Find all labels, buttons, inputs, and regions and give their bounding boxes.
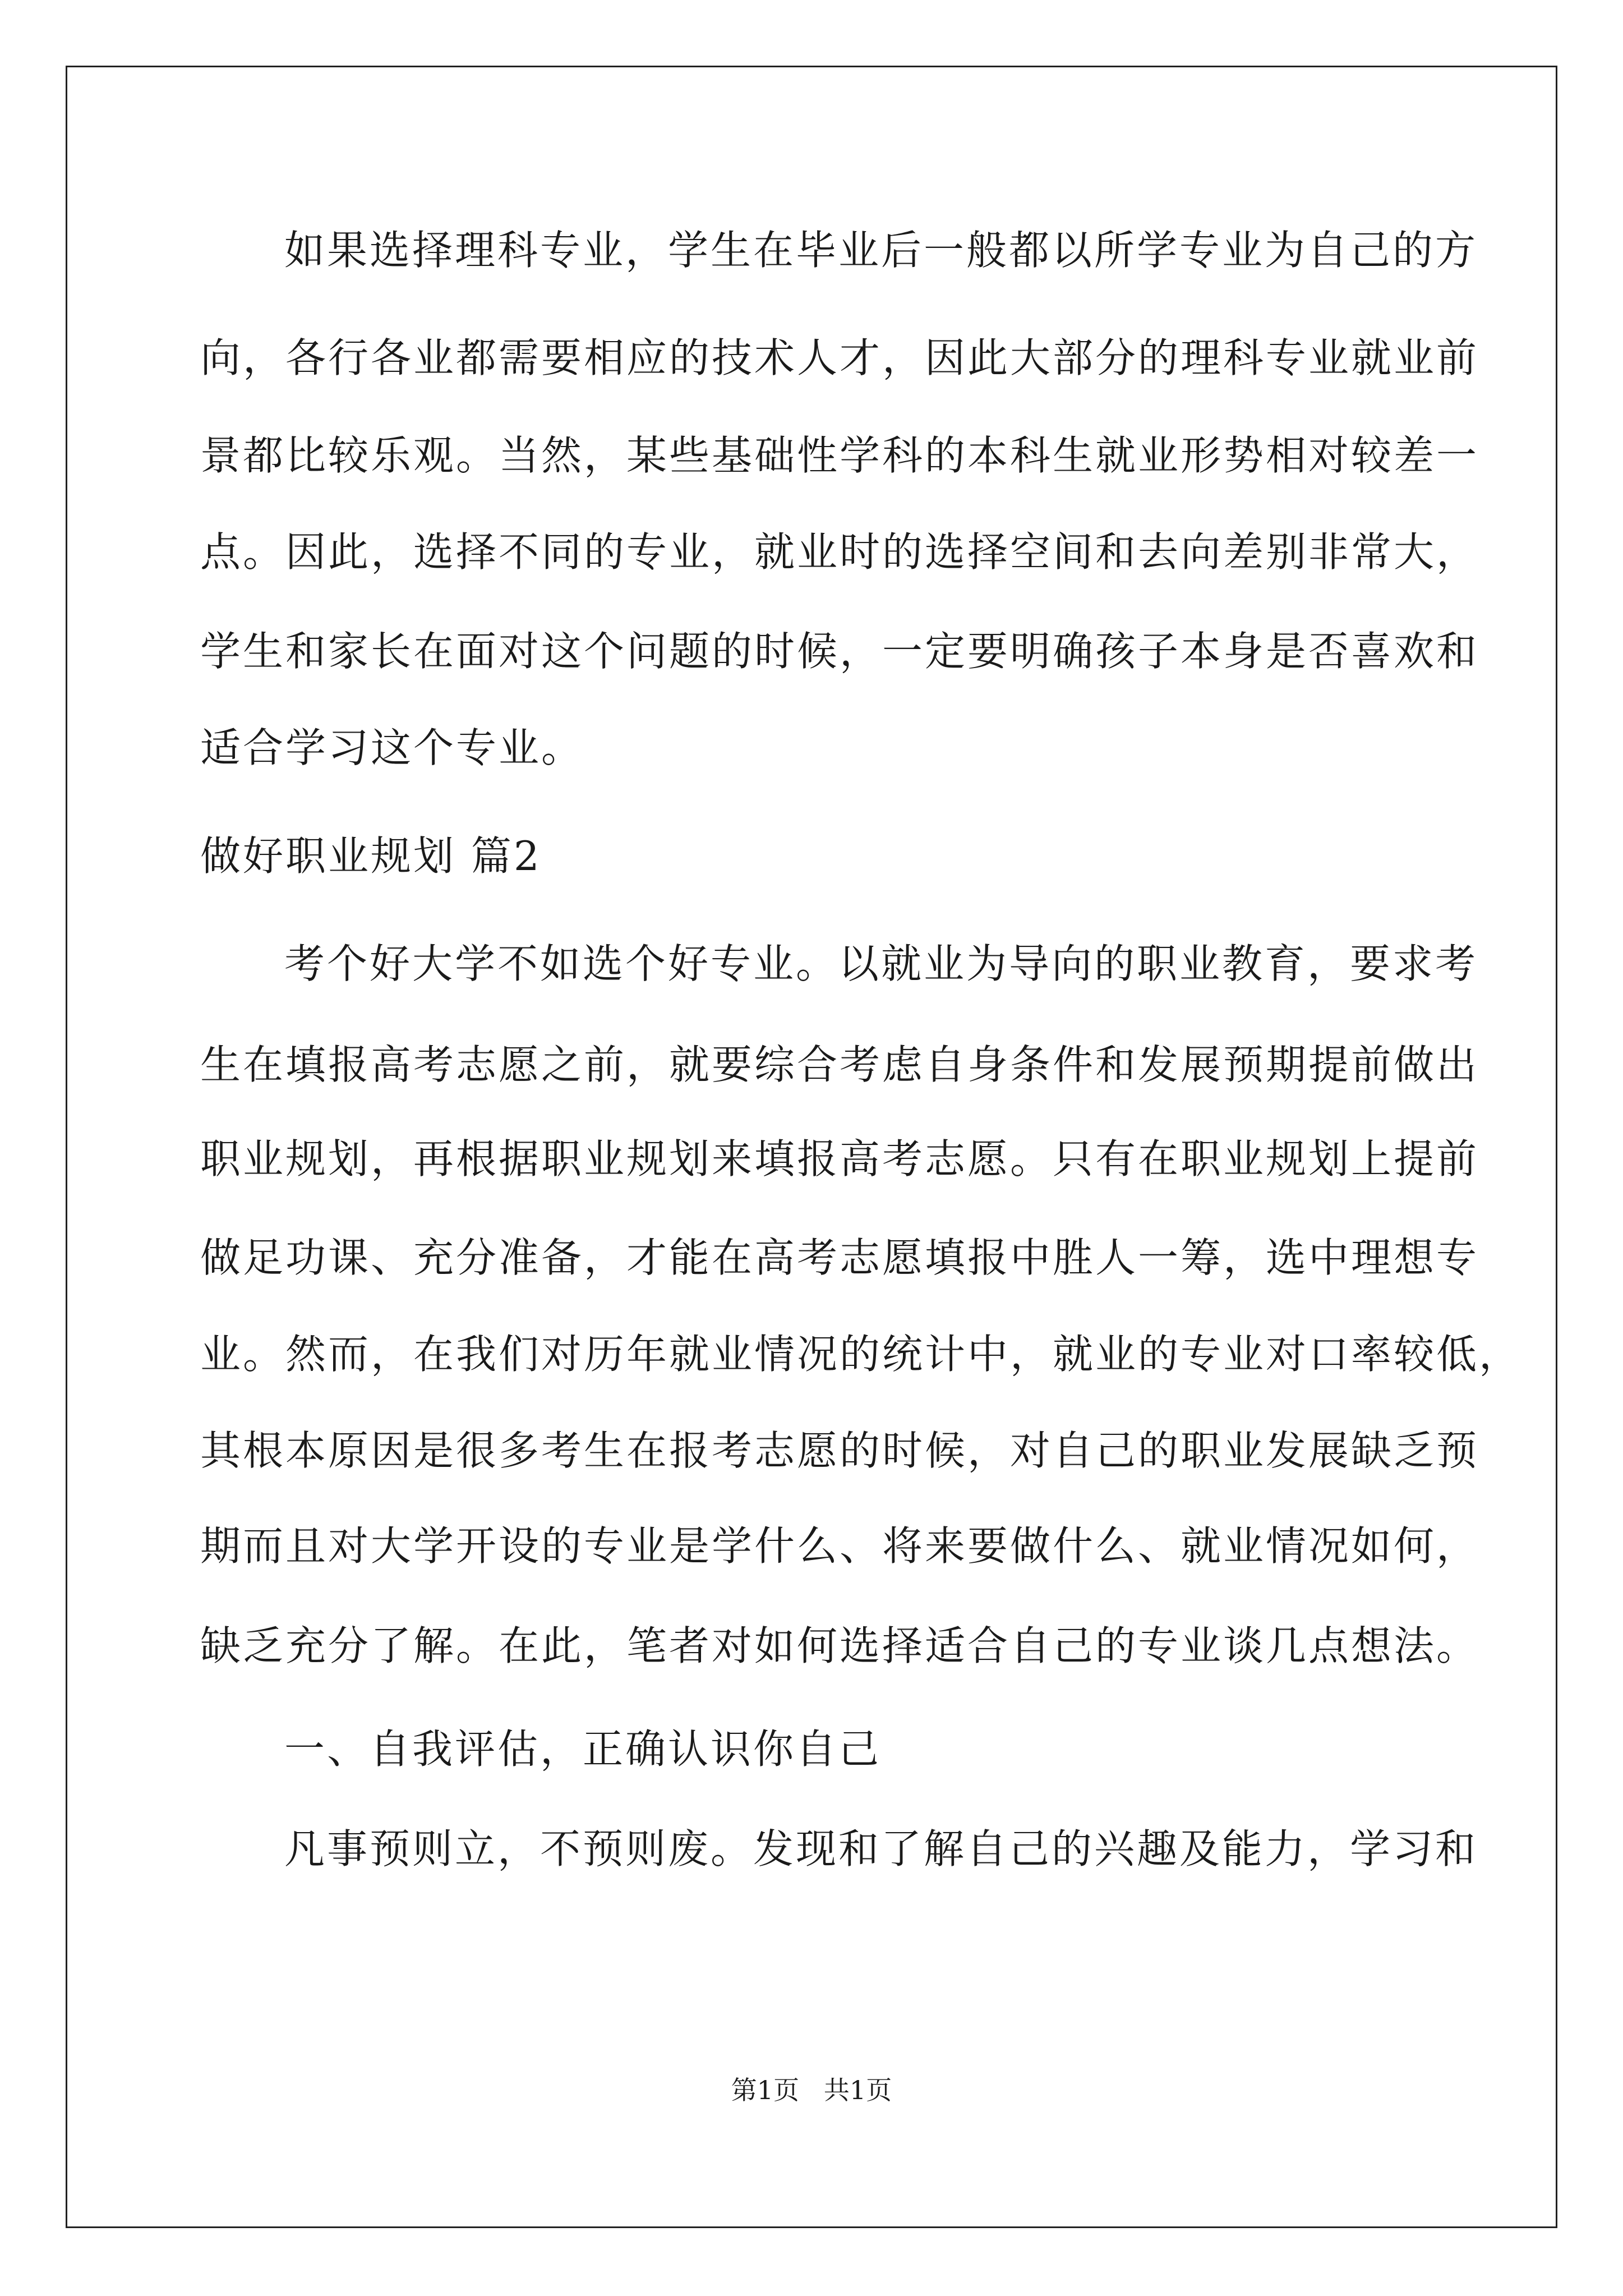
paragraph-line: 考个好大学不如选个好专业。以就业为导向的职业教育，要求考 — [284, 940, 1478, 987]
paragraph-line: 向，各行各业都需要相应的技术人才，因此大部分的理科专业就业前 — [200, 334, 1479, 381]
paragraph-line: 职业规划，再根据职业规划来填报高考志愿。只有在职业规划上提前 — [200, 1135, 1479, 1182]
paragraph-line: 生在填报高考志愿之前，就要综合考虑自身条件和发展预期提前做出 — [200, 1041, 1479, 1088]
paragraph-line: 如果选择理科专业，学生在毕业后一般都以所学专业为自己的方 — [284, 227, 1478, 274]
paragraph-line: 期而且对大学开设的专业是学什么、将来要做什么、就业情况如何， — [200, 1522, 1479, 1570]
paragraph-line: 点。因此，选择不同的专业，就业时的选择空间和去向差别非常大， — [200, 528, 1479, 576]
paragraph-line: 其根本原因是很多考生在报考志愿的时候，对自己的职业发展缺乏预 — [200, 1427, 1479, 1474]
page-number-footer: 第1页 共1页 — [731, 2075, 892, 2105]
paragraph-line: 适合学习这个专业。 — [200, 724, 584, 771]
paragraph-line: 景都比较乐观。当然，某些基础性学科的本科生就业形势相对较差一 — [200, 432, 1479, 479]
paragraph-line: 学生和家长在面对这个问题的时候，一定要明确孩子本身是否喜欢和 — [200, 628, 1479, 675]
section-heading: 做好职业规划 篇2 — [200, 832, 542, 880]
subsection-heading: 一、自我评估，正确认识你自己 — [284, 1726, 882, 1773]
paragraph-line: 业。然而，在我们对历年就业情况的统计中，就业的专业对口率较低， — [200, 1331, 1522, 1378]
paragraph-line: 凡事预则立，不预则废。发现和了解自己的兴趣及能力，学习和 — [284, 1825, 1478, 1872]
paragraph-line: 缺乏充分了解。在此，笔者对如何选择适合自己的专业谈几点想法。 — [200, 1622, 1479, 1669]
paragraph-line: 做足功课、充分准备，才能在高考志愿填报中胜人一筹，选中理想专 — [200, 1234, 1479, 1281]
